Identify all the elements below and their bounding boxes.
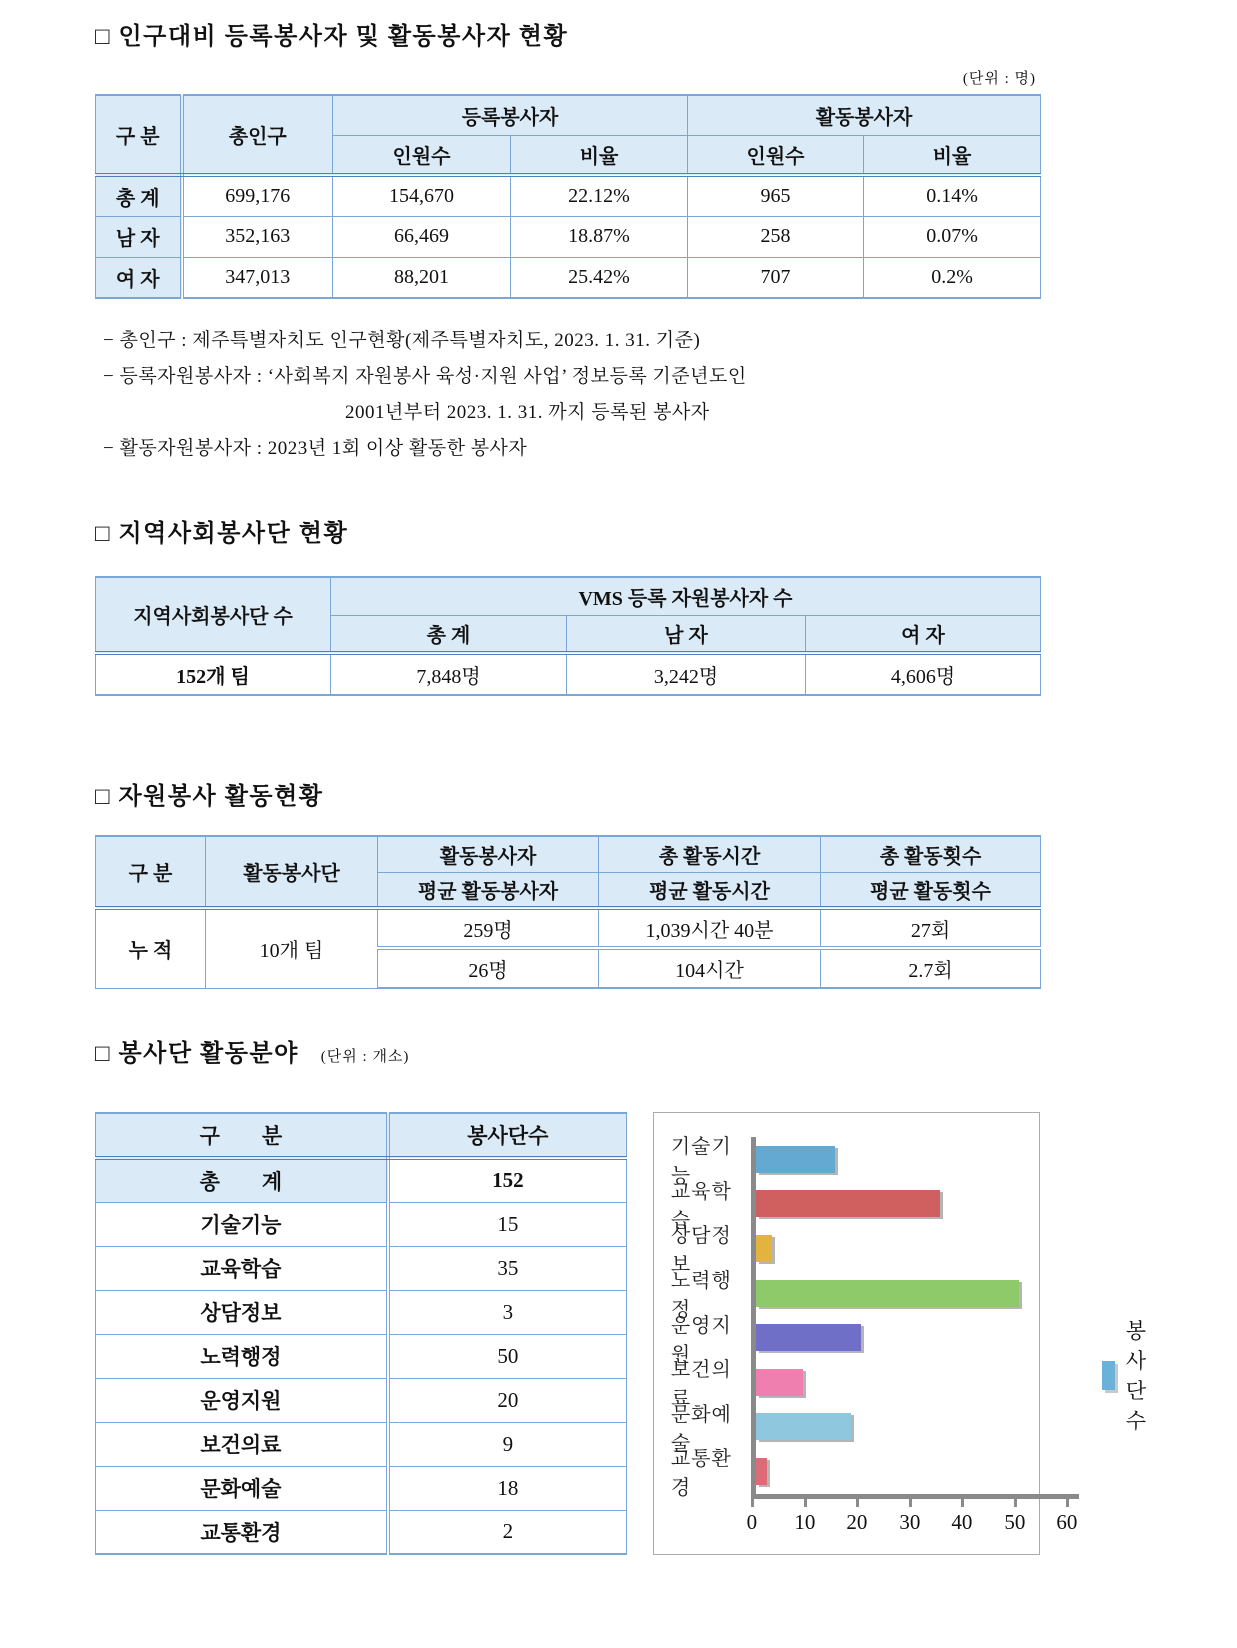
row-label: 교통환경 xyxy=(96,1510,388,1554)
data-cell: 0.2% xyxy=(864,257,1041,298)
xaxis-tick xyxy=(1014,1496,1017,1507)
activity-field-table xyxy=(95,1112,627,1555)
data-cell: 104시간 xyxy=(599,948,821,988)
table-row xyxy=(96,1466,627,1510)
data-cell: 2 xyxy=(388,1510,626,1554)
xaxis-tick xyxy=(909,1496,912,1507)
community-service-team-table xyxy=(95,576,1041,696)
section3-title: □ 자원봉사 활동현황 xyxy=(95,784,324,810)
table-row-male xyxy=(96,216,1041,257)
population-volunteer-table xyxy=(95,94,1041,299)
footnote: − 등록자원봉사자 : ‘사회복지 자원봉사 육성·지원 사업’ 정보등록 기준년도인 xyxy=(103,366,747,387)
data-cell: 18.87% xyxy=(511,216,688,257)
chart-bar-track xyxy=(756,1369,1237,1396)
footnotes xyxy=(103,323,1040,467)
chart-bar xyxy=(756,1146,835,1173)
table-row xyxy=(96,1510,627,1554)
header-total: 총 계 xyxy=(331,615,567,653)
row-label: 보건의료 xyxy=(96,1422,388,1466)
row-label-cumulative: 누 적 xyxy=(96,908,206,988)
chart-category-label: 노력행정 xyxy=(670,1270,732,1322)
chart-bar-track xyxy=(756,1413,1237,1440)
table-row xyxy=(96,1334,627,1378)
chart-category-label: 교육학습 xyxy=(670,1180,732,1232)
header-vms-group: VMS 등록 자원봉사자 수 xyxy=(331,577,1041,615)
chart-category-label: 운영지원 xyxy=(670,1314,732,1366)
header-team-count: 지역사회봉사단 수 xyxy=(96,577,331,653)
header-act-count: 인원수 xyxy=(688,135,864,175)
row-label: 노력행정 xyxy=(96,1334,388,1378)
xaxis-tick xyxy=(856,1496,859,1507)
chart-xaxis xyxy=(746,1494,1079,1534)
section2-title: □ 지역사회봉사단 현황 xyxy=(95,521,349,547)
data-cell: 18 xyxy=(388,1466,626,1510)
data-cell: 26명 xyxy=(378,948,599,988)
xaxis-tick-label: 20 xyxy=(846,1510,868,1534)
row-label: 운영지원 xyxy=(96,1378,388,1422)
data-cell: 7,848명 xyxy=(331,653,567,695)
chart-bar xyxy=(756,1190,940,1217)
header-total-population: 총인구 xyxy=(182,95,333,175)
table-header-row xyxy=(96,1113,627,1158)
table-row xyxy=(96,1202,627,1246)
row-label: 총 계 xyxy=(96,1158,388,1202)
data-cell: 707 xyxy=(688,257,864,298)
chart-category-label: 교통환경 xyxy=(670,1448,732,1500)
header-total-hours: 총 활동시간 xyxy=(599,836,821,872)
data-cell: 25.42% xyxy=(511,257,688,298)
data-cell: 15 xyxy=(388,1202,626,1246)
xaxis-tick-label: 0 xyxy=(746,1510,758,1534)
chart-bar xyxy=(756,1413,851,1440)
chart-bar xyxy=(756,1324,861,1351)
data-cell: 66,469 xyxy=(333,216,511,257)
row-label: 기술기능 xyxy=(96,1202,388,1246)
row-label: 여 자 xyxy=(96,257,182,298)
table-row-total xyxy=(96,1158,627,1202)
volunteer-activity-table xyxy=(95,835,1041,989)
header-active-group: 활동봉사자 xyxy=(688,95,1041,135)
table-row xyxy=(96,653,1041,695)
header-avg-hours: 평균 활동시간 xyxy=(599,872,821,908)
header-registered-group: 등록봉사자 xyxy=(333,95,688,135)
table-row-totals xyxy=(96,908,1041,948)
table-row-total xyxy=(96,175,1041,216)
data-cell: 965 xyxy=(688,175,864,216)
section1-unit-note: (단위 : 명) xyxy=(962,71,1036,87)
chart-bar-track xyxy=(756,1458,1237,1485)
row-label: 교육학습 xyxy=(96,1246,388,1290)
data-cell: 259명 xyxy=(378,908,599,948)
section1-title: □ 인구대비 등록봉사자 및 활동봉사자 현황 xyxy=(95,24,569,50)
header-gubun: 구 분 xyxy=(96,836,206,908)
data-cell: 4,606명 xyxy=(806,653,1041,695)
row-label: 남 자 xyxy=(96,216,182,257)
chart-legend xyxy=(1102,1315,1162,1435)
xaxis-tick xyxy=(751,1496,754,1507)
xaxis-tick-label: 40 xyxy=(951,1510,973,1534)
chart-category-label: 기술기능 xyxy=(670,1136,732,1188)
data-cell: 20 xyxy=(388,1378,626,1422)
table-row xyxy=(96,1290,627,1334)
header-avg-counts: 평균 활동횟수 xyxy=(821,872,1041,908)
data-cell: 347,013 xyxy=(182,257,333,298)
data-cell: 1,039시간 40분 xyxy=(599,908,821,948)
xaxis-tick-label: 60 xyxy=(1056,1510,1078,1534)
xaxis-tick xyxy=(961,1496,964,1507)
section4-title: □ 봉사단 활동분야 xyxy=(95,1041,299,1067)
data-cell: 699,176 xyxy=(182,175,333,216)
data-cell: 35 xyxy=(388,1246,626,1290)
header-gubun: 구 분 xyxy=(96,1113,388,1158)
header-team-count: 봉사단수 xyxy=(388,1113,626,1158)
data-cell: 2.7회 xyxy=(821,948,1041,988)
xaxis-tick-label: 10 xyxy=(794,1510,816,1534)
data-cell: 9 xyxy=(388,1422,626,1466)
header-female: 여 자 xyxy=(806,615,1041,653)
table-row xyxy=(96,1378,627,1422)
table-header-row xyxy=(96,577,1041,615)
row-label: 상담정보 xyxy=(96,1290,388,1334)
footnote: − 활동자원봉사자 : 2023년 1회 이상 활동한 봉사자 xyxy=(103,438,528,459)
xaxis-tick xyxy=(804,1496,807,1507)
data-cell: 0.07% xyxy=(864,216,1041,257)
chart-bar xyxy=(756,1235,772,1262)
header-active-team: 활동봉사단 xyxy=(206,836,378,908)
chart-bar xyxy=(756,1458,767,1485)
row-label: 문화예술 xyxy=(96,1466,388,1510)
header-male: 남 자 xyxy=(567,615,806,653)
data-cell: 22.12% xyxy=(511,175,688,216)
data-cell: 88,201 xyxy=(333,257,511,298)
header-reg-count: 인원수 xyxy=(333,135,511,175)
data-cell: 3 xyxy=(388,1290,626,1334)
header-reg-ratio: 비율 xyxy=(511,135,688,175)
data-cell: 0.14% xyxy=(864,175,1041,216)
chart-category-label: 보건의료 xyxy=(670,1359,732,1411)
data-cell-teams: 152개 팀 xyxy=(96,653,331,695)
data-cell-teams: 10개 팀 xyxy=(206,908,378,988)
chart-bar xyxy=(756,1280,1019,1307)
data-cell: 152 xyxy=(388,1158,626,1202)
header-active-volunteers: 활동봉사자 xyxy=(378,836,599,872)
xaxis-tick-label: 30 xyxy=(899,1510,921,1534)
table-header-row xyxy=(96,95,1041,135)
chart-category-label: 상담정보 xyxy=(670,1225,732,1277)
chart-bar xyxy=(756,1369,803,1396)
footnote: − 총인구 : 제주특별자치도 인구현황(제주특별자치도, 2023. 1. 31. 기준) xyxy=(103,330,701,351)
legend-swatch-icon xyxy=(1102,1361,1115,1390)
xaxis-tick xyxy=(1066,1496,1069,1507)
header-gubun: 구 분 xyxy=(96,95,182,175)
chart-bar-track xyxy=(756,1324,1237,1351)
chart-yaxis-line xyxy=(751,1137,756,1494)
chart-bar-track xyxy=(756,1146,1237,1173)
footnote-continuation: 2001년부터 2023. 1. 31. 까지 등록된 봉사자 xyxy=(345,402,710,423)
header-total-counts: 총 활동횟수 xyxy=(821,836,1041,872)
header-avg-volunteers: 평균 활동봉사자 xyxy=(378,872,599,908)
data-cell: 50 xyxy=(388,1334,626,1378)
chart-bar-track xyxy=(756,1190,1237,1217)
chart-bar-track xyxy=(756,1280,1237,1307)
table-row xyxy=(96,1422,627,1466)
xaxis-tick-label: 50 xyxy=(1004,1510,1026,1534)
legend-label: 봉사단수 xyxy=(1125,1319,1147,1433)
data-cell: 258 xyxy=(688,216,864,257)
data-cell: 352,163 xyxy=(182,216,333,257)
table-row-female xyxy=(96,257,1041,298)
chart-category-label: 문화예술 xyxy=(670,1403,732,1455)
header-act-ratio: 비율 xyxy=(864,135,1041,175)
bar-chart xyxy=(653,1112,1147,1555)
data-cell: 27회 xyxy=(821,908,1041,948)
data-cell: 154,670 xyxy=(333,175,511,216)
table-header-row xyxy=(96,836,1041,872)
chart-bar-track xyxy=(756,1235,1237,1262)
row-label: 총 계 xyxy=(96,175,182,216)
section4-unit-note: (단위 : 개소) xyxy=(320,1049,410,1065)
data-cell: 3,242명 xyxy=(567,653,806,695)
table-row xyxy=(96,1246,627,1290)
